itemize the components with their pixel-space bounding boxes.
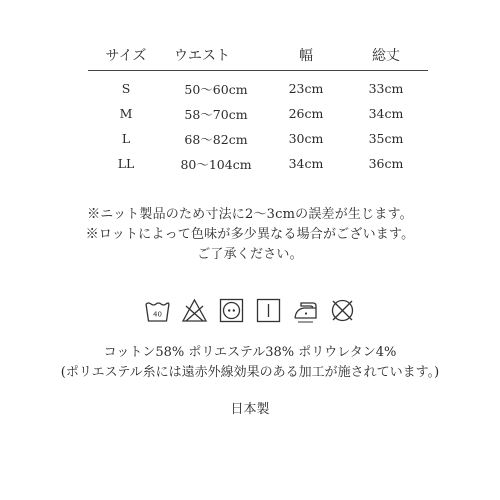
note-color-variance: ※ロットによって色味が多少異なる場合がございます。 — [85, 227, 415, 242]
country-of-origin: 日本製 — [230, 402, 270, 417]
table-row — [88, 101, 428, 126]
no-bleach-icon — [181, 297, 208, 324]
waist-cell: 68〜82cm — [184, 131, 248, 147]
line-dry-icon — [255, 297, 282, 324]
material — [0, 343, 500, 383]
size-cell: S — [121, 81, 131, 96]
material-note: (ポリエステル糸には遠赤外線効果のある加工が施されています。) — [60, 365, 440, 380]
table-row — [88, 76, 428, 101]
length-cell: 35cm — [368, 131, 404, 146]
width-cell: 30cm — [288, 131, 324, 146]
table-row — [88, 151, 428, 176]
waist-cell: 50〜60cm — [184, 81, 248, 97]
width-cell: 26cm — [288, 106, 324, 121]
waist-cell: 80〜104cm — [180, 156, 252, 172]
header-waist: ウエスト — [174, 48, 230, 64]
table-row — [88, 126, 428, 151]
size-table-header — [88, 40, 428, 71]
size-cell: LL — [117, 156, 135, 171]
size-table — [88, 40, 428, 176]
header-size: サイズ — [105, 48, 147, 64]
size-cell: L — [121, 131, 131, 146]
svg-text:40: 40 — [153, 310, 162, 319]
header-length: 総丈 — [372, 48, 400, 64]
care-icons — [0, 297, 500, 324]
notes — [0, 205, 500, 265]
no-dry-clean-icon — [329, 297, 356, 324]
waist-cell: 58〜70cm — [184, 106, 248, 122]
length-cell: 33cm — [368, 81, 404, 96]
iron-low-icon — [292, 297, 319, 324]
size-cell: M — [119, 106, 133, 121]
length-cell: 36cm — [368, 156, 404, 171]
width-cell: 34cm — [288, 156, 324, 171]
width-cell: 23cm — [288, 81, 324, 96]
note-tolerance: ※ニット製品のため寸法に2〜3cmの誤差が生じます。 — [87, 207, 413, 222]
wash-40-icon — [144, 297, 171, 324]
length-cell: 34cm — [368, 106, 404, 121]
material-composition: コットン58% ポリエステル38% ポリウレタン4% — [103, 345, 397, 360]
note-acknowledge: ご了承ください。 — [197, 247, 303, 262]
tumble-dry-icon — [218, 297, 245, 324]
header-width: 幅 — [299, 48, 313, 64]
